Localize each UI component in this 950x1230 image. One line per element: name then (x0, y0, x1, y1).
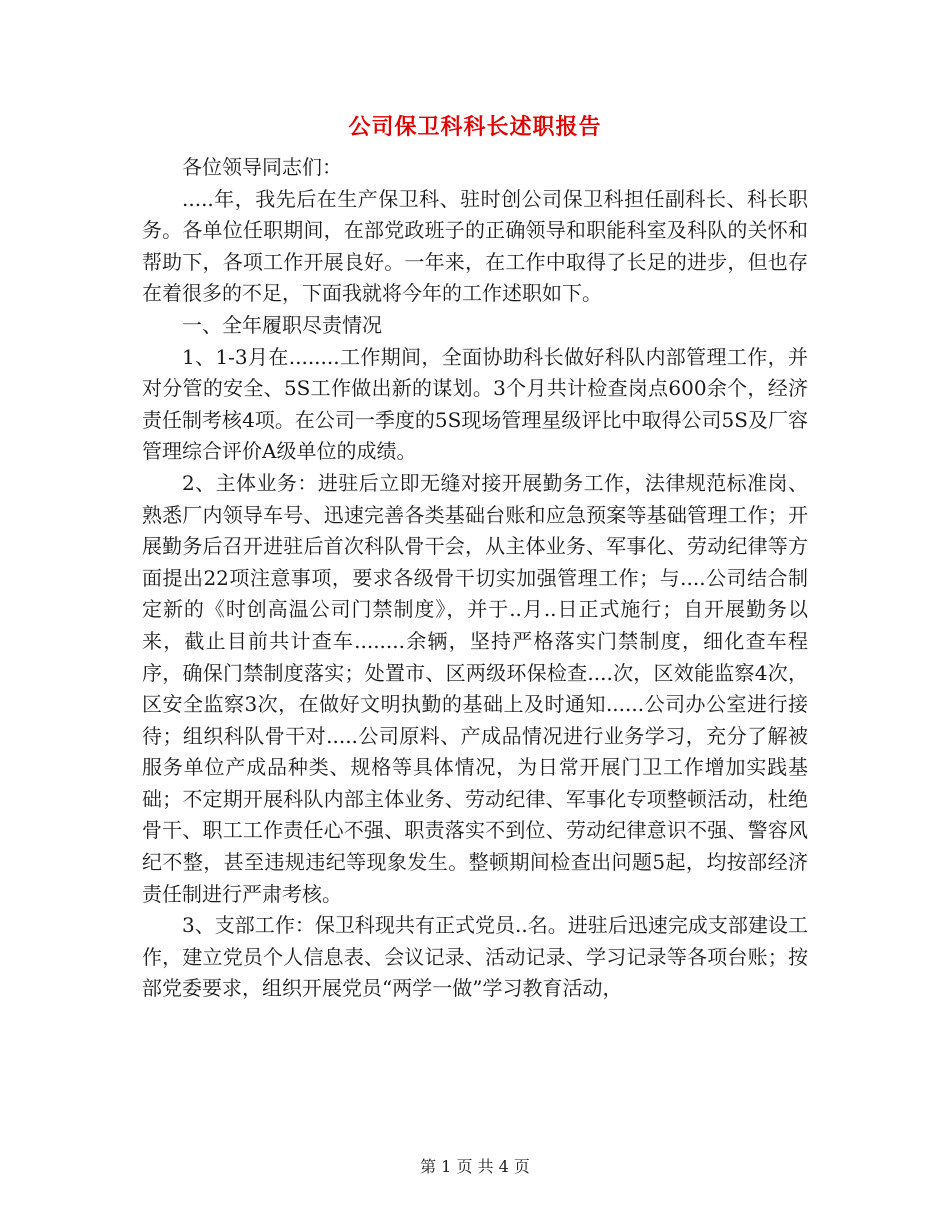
salutation-paragraph: 各位领导同志们： (182, 155, 342, 179)
document-title: 公司保卫科科长述职报告 (348, 114, 602, 140)
document-body (142, 152, 808, 1005)
item-2-paragraph: 2、主体业务：进驻后立即无缝对接开展勤务工作，法律规范标准岗、熟悉厂内领导车号、迅速完善各类基础台账和应急预案等基础管理工作；开展勤务后召开进驻后首次科队骨干会，从主体业务、军事化、劳动纪律等方面提出22项注意事项，要求各级骨干切实加强管理工作；与....公司结合制定新的《时创高温公司门禁制度》，并于..月..日正式施行；自开展勤务以来，截止目前共计查车........余辆，坚持严格落实门禁制度，细化查车程序，确保门禁制度落实；处置市、区两级环保检查....次，区效能监察4次，区安全监察3次，在做好文明执勤的基础上及时通知......公司办公室进行接待；组织科队骨干对.....公司原料、产成品情况进行业务学习，充分了解被服务单位产成品种类、规格等具体情况，为日常开展门卫工作增加实践基础；不定期开展科队内部主体业务、劳动纪律、军事化专项整顿活动，杜绝骨干、职工工作责任心不强、职责落实不到位、劳动纪律意识不强、警容风纪不整，甚至违规违纪等现象发生。整顿期间检查出问题5起，均按部经济责任制进行严肃考核。 (142, 470, 808, 906)
section-heading: 一、全年履职尽责情况 (182, 312, 382, 337)
item-1-paragraph: 1、1-3月在........工作期间，全面协助科长做好科队内部管理工作，并对分管的安全、5S工作做出新的谋划。3个月共计检查岗点600余个，经济责任制考核4项。在公司一季度的5S现场管理星级评比中取得公司5S及厂容管理综合评价A级单位的成绩。 (142, 344, 808, 464)
item-3-paragraph: 3、支部工作：保卫科现共有正式党员..名。进驻后迅速完成支部建设工作，建立党员个人信息表、会议记录、活动记录、学习记录等各项台账；按部党委要求，组织开展党员“两学一做”学习教育活动， (142, 913, 808, 1001)
page-footer: 第 1 页 共 4 页 (420, 1157, 530, 1176)
intro-paragraph: .....年，我先后在生产保卫科、驻时创公司保卫科担任副科长、科长职务。各单位任职期间，在部党政班子的正确领导和职能科室及科队的关怀和帮助下，各项工作开展良好。一年来，在工作中取得了长足的进步，但也存在着很多的不足，下面我就将今年的工作述职如下。 (142, 186, 808, 306)
